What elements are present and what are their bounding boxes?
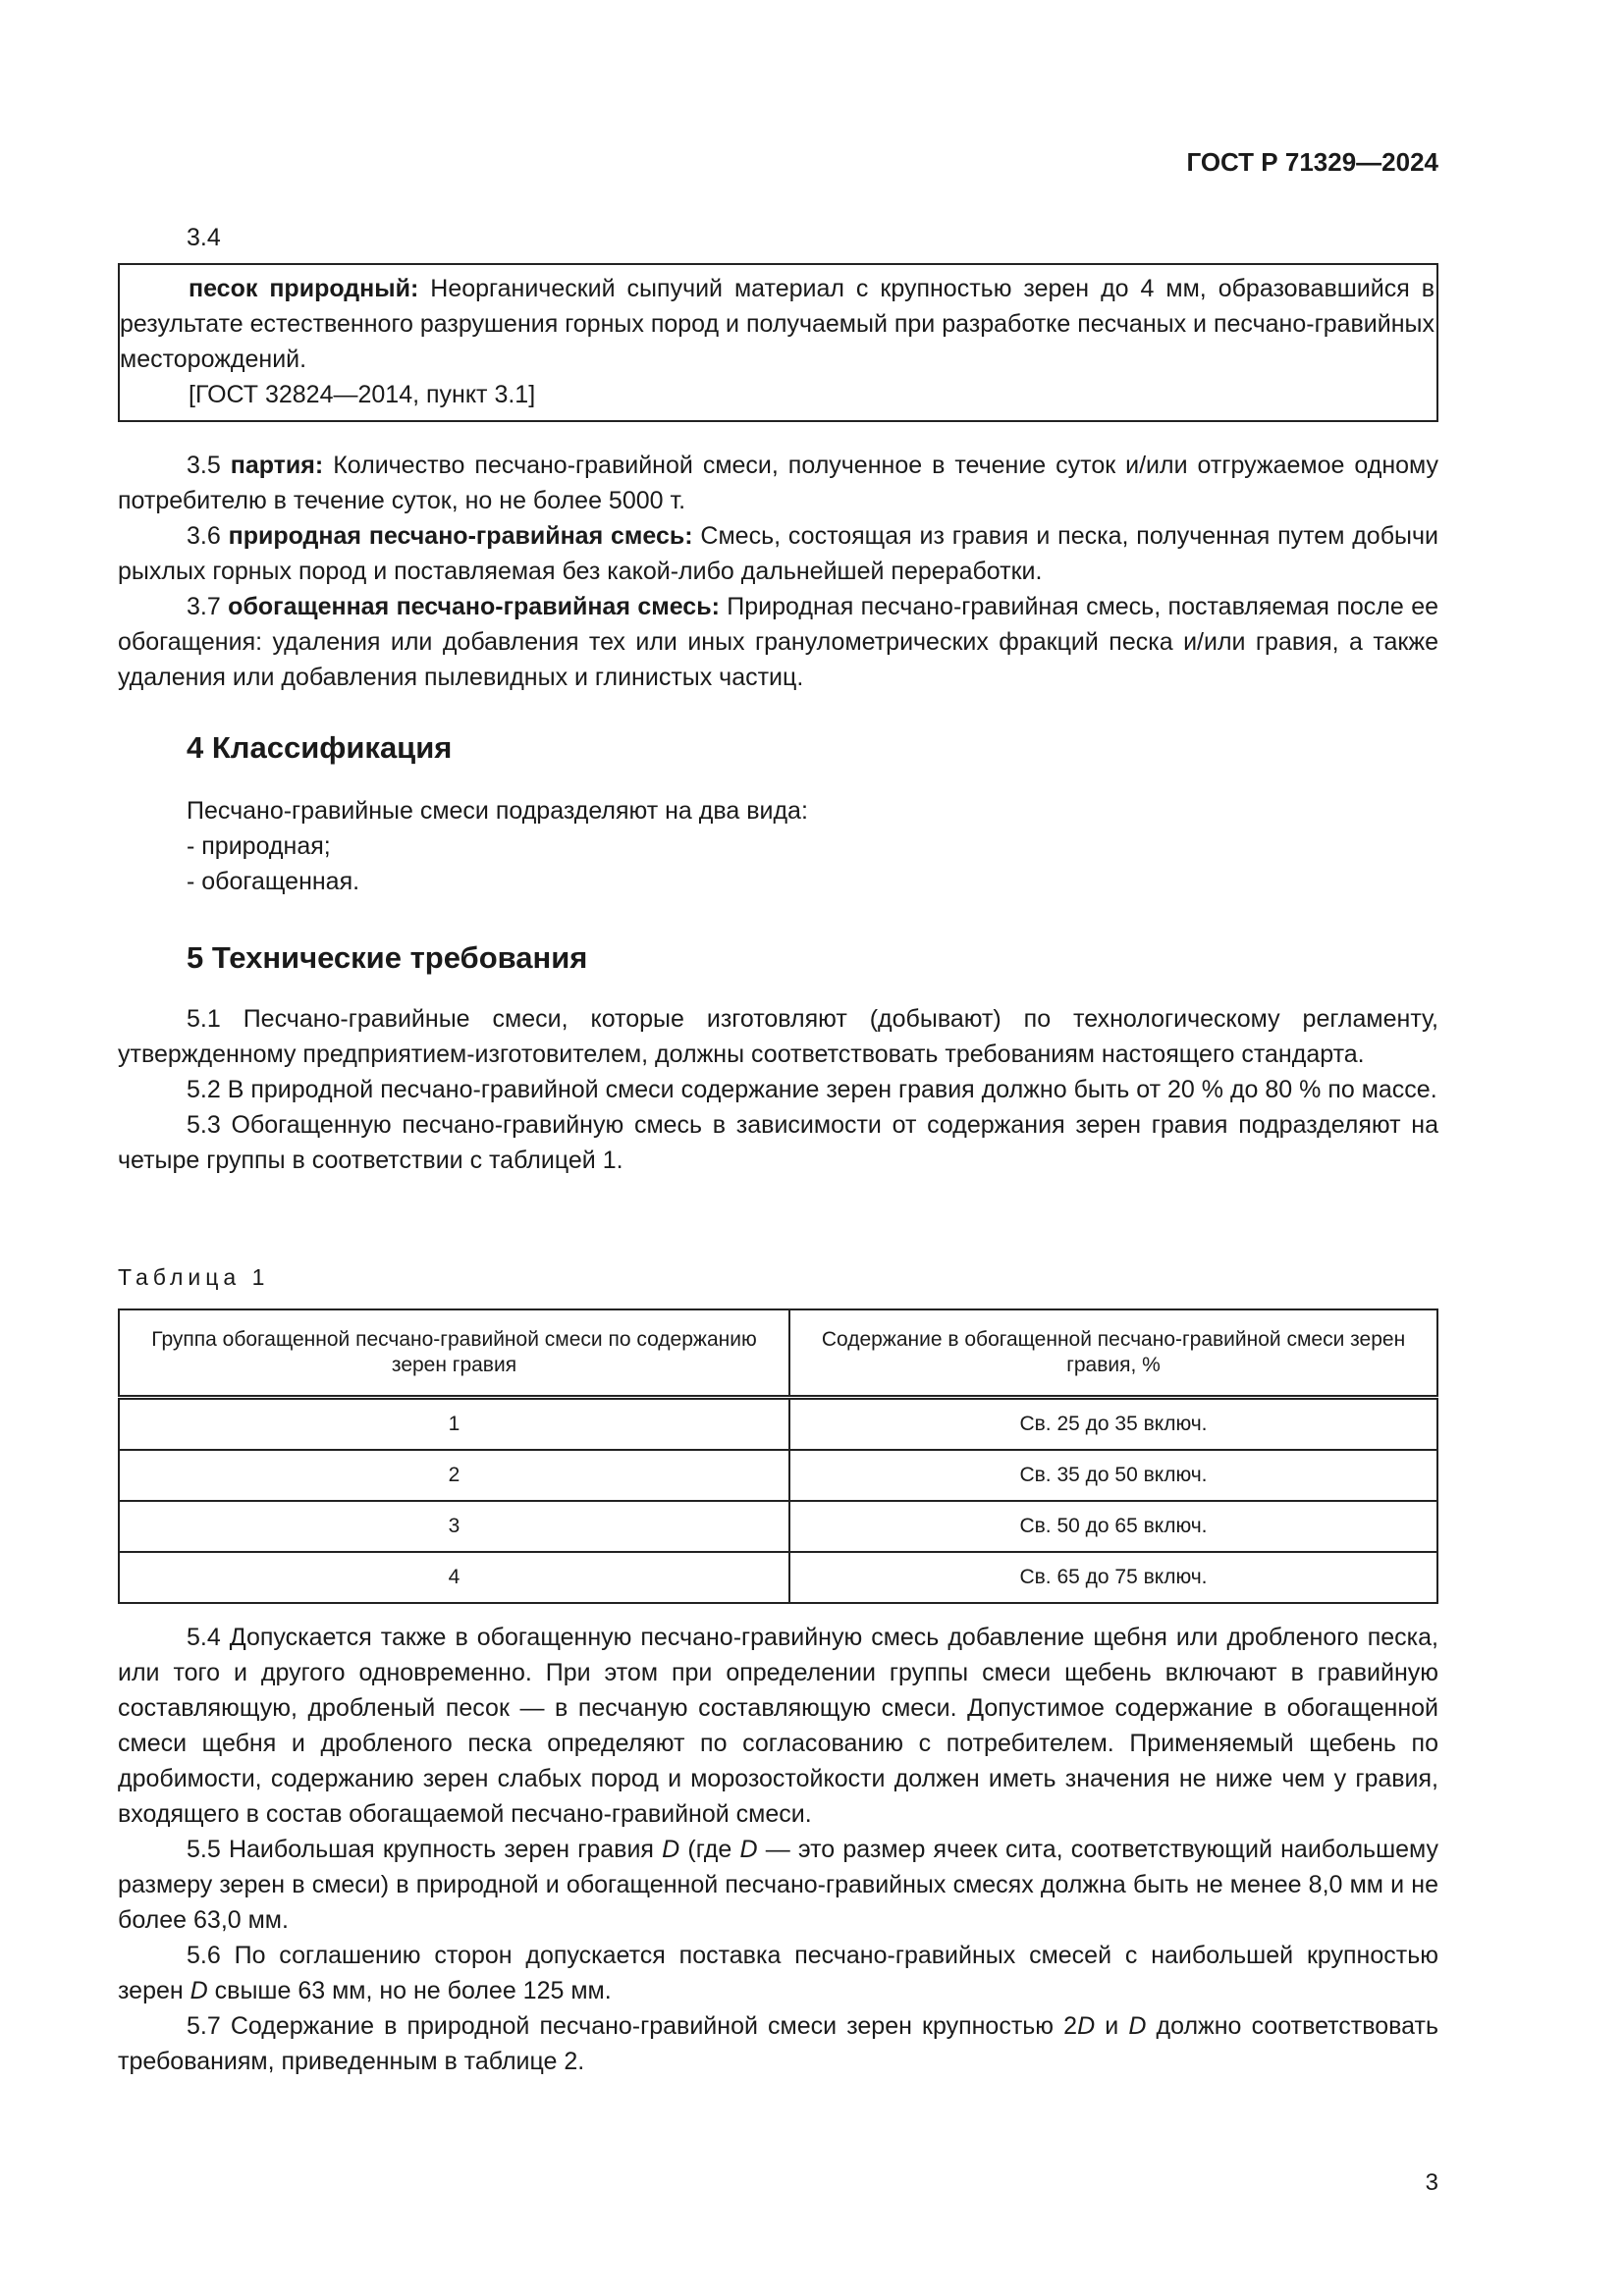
symbol-d: D	[189, 1977, 208, 2004]
table-cell-content: Св. 65 до 75 включ.	[789, 1552, 1437, 1603]
term-batch: партия:	[230, 452, 324, 479]
item-3-6-number: 3.6	[187, 522, 229, 550]
term-natural-sand: песок природный:	[189, 275, 419, 302]
definitions-3-5-to-3-7	[118, 448, 1438, 695]
section-5-body-bottom	[118, 1620, 1438, 2079]
section-4-heading: 4 Классификация	[187, 730, 453, 765]
symbol-d: D	[1077, 2012, 1096, 2040]
table-cell-group: 4	[119, 1552, 789, 1603]
definition-3-5	[118, 448, 1438, 518]
table-header-content: Содержание в обогащенной песчано-гравийной смеси зерен гравия, %	[789, 1309, 1437, 1398]
paragraph-5-5	[118, 1832, 1438, 1938]
paragraph-5-5-part: 5.5 Наибольшая крупность зерен гравия	[187, 1836, 663, 1863]
definition-3-6	[118, 518, 1438, 589]
table-row	[119, 1450, 1437, 1501]
item-3-7-number: 3.7	[187, 593, 229, 620]
paragraph-5-4: 5.4 Допускается также в обогащенную песчано-гравийную смесь добавление щебня или дробленого песка, или того и другого одновременно. При этом при определении группы смеси щебень включают в гравийную составляющую, дробленый песок — в песчаную составляющую смеси. Допустимое содержание в обогащенной смеси щебня и дробленого песка определяют по согласованию с потребителем. Применяемый щебень по дробимости, содержанию зерен слабых пород и морозостойкости должен иметь значения не ниже чем у гравия, входящего в состав обогащаемой песчано-гравийной смеси.	[118, 1624, 1438, 1828]
list-item: - обогащенная.	[187, 868, 360, 895]
page-number: 3	[1425, 2169, 1438, 2196]
table-1-caption: Таблица 1	[118, 1264, 270, 1290]
document-id-header: ГОСТ Р 71329—2024	[1186, 147, 1438, 177]
definition-3-6-text: Смесь, состоящая из гравия и песка, полученная путем добычи рыхлых горных пород и поставляемая без какой-либо дальнейшей переработки.	[118, 522, 1438, 585]
section-4-body	[187, 793, 808, 899]
list-item: - природная;	[187, 832, 331, 860]
table-header-row	[119, 1309, 1437, 1398]
item-3-4-number: 3.4	[187, 224, 221, 251]
section-5-body-top	[118, 1001, 1438, 1178]
definition-3-4-text: Неорганический сыпучий материал с крупностью зерен до 4 мм, образовавшийся в результате естественного разрушения горных пород и получаемый при разработке песчаных и песчано-гравийных месторождений.	[120, 275, 1435, 373]
paragraph-5-7	[118, 2008, 1438, 2079]
table-1	[118, 1308, 1438, 1604]
term-natural-mix: природная песчано-гравийная смесь:	[228, 522, 693, 550]
definition-3-7-text: Природная песчано-гравийная смесь, поставляемая после ее обогащения: удаления или добавления тех или иных гранулометрических фракций песка и/или гравия, а также удаления или добавления пылевидных и глинистых частиц.	[118, 593, 1438, 691]
table-cell-content: Св. 25 до 35 включ.	[789, 1398, 1437, 1451]
definition-3-4	[120, 271, 1436, 377]
definition-3-7	[118, 589, 1438, 695]
table-row	[119, 1501, 1437, 1552]
symbol-d: D	[662, 1836, 680, 1863]
paragraph-5-5-part: — это размер ячеек сита, соответствующий наибольшему размеру зерен в смеси) в природной и обогащенной песчано-гравийных смесях должна быть не менее 8,0 мм и не более 63,0 мм.	[118, 1836, 1438, 1934]
paragraph-5-1: 5.1 Песчано-гравийные смеси, которые изготовляют (добывают) по технологическому регламенту, утвержденному предприятием-изготовителем, должны соответствовать требованиям настоящего стандарта.	[118, 1005, 1438, 1068]
definition-3-5-text: Количество песчано-гравийной смеси, полученное в течение суток и/или отгружаемое одному потребителю в течение суток, но не более 5000 т.	[118, 452, 1438, 514]
paragraph-5-3: 5.3 Обогащенную песчано-гравийную смесь в зависимости от содержания зерен гравия подразделяют на четыре группы в соответствии с таблицей 1.	[118, 1111, 1438, 1174]
table-cell-group: 3	[119, 1501, 789, 1552]
item-3-5-number: 3.5	[187, 452, 231, 479]
paragraph-5-6	[118, 1938, 1438, 2008]
definition-3-4-source: [ГОСТ 32824—2014, пункт 3.1]	[189, 381, 536, 408]
symbol-d: D	[1128, 2012, 1147, 2040]
table-header-group: Группа обогащенной песчано-гравийной смеси по содержанию зерен гравия	[119, 1309, 789, 1398]
paragraph-5-7-part: и	[1095, 2012, 1129, 2040]
table-cell-group: 2	[119, 1450, 789, 1501]
paragraph-5-6-part: 5.6 По соглашению сторон допускается поставка песчано-гравийных смесей с наибольшей крупностью зерен	[118, 1942, 1438, 2004]
section-4-intro: Песчано-гравийные смеси подразделяют на два вида:	[187, 797, 808, 825]
paragraph-5-5-part: (где	[679, 1836, 740, 1863]
paragraph-5-7-part: 5.7 Содержание в природной песчано-гравийной смеси зерен крупностью 2	[187, 2012, 1078, 2040]
definition-box-3-4	[118, 263, 1438, 422]
paragraph-5-6-part: свыше 63 мм, но не более 125 мм.	[207, 1977, 612, 2004]
term-enriched-mix: обогащенная песчано-гравийная смесь:	[228, 593, 720, 620]
section-5-heading: 5 Технические требования	[187, 940, 588, 975]
table-row	[119, 1552, 1437, 1603]
paragraph-5-2: 5.2 В природной песчано-гравийной смеси содержание зерен гравия должно быть от 20 % до 80 % по массе.	[187, 1076, 1437, 1103]
table-cell-content: Св. 35 до 50 включ.	[789, 1450, 1437, 1501]
table-row	[119, 1398, 1437, 1451]
symbol-d: D	[739, 1836, 758, 1863]
table-cell-group: 1	[119, 1398, 789, 1451]
table-cell-content: Св. 50 до 65 включ.	[789, 1501, 1437, 1552]
paragraph-5-7-part: должно соответствовать требованиям, приведенным в таблице 2.	[118, 2012, 1438, 2075]
